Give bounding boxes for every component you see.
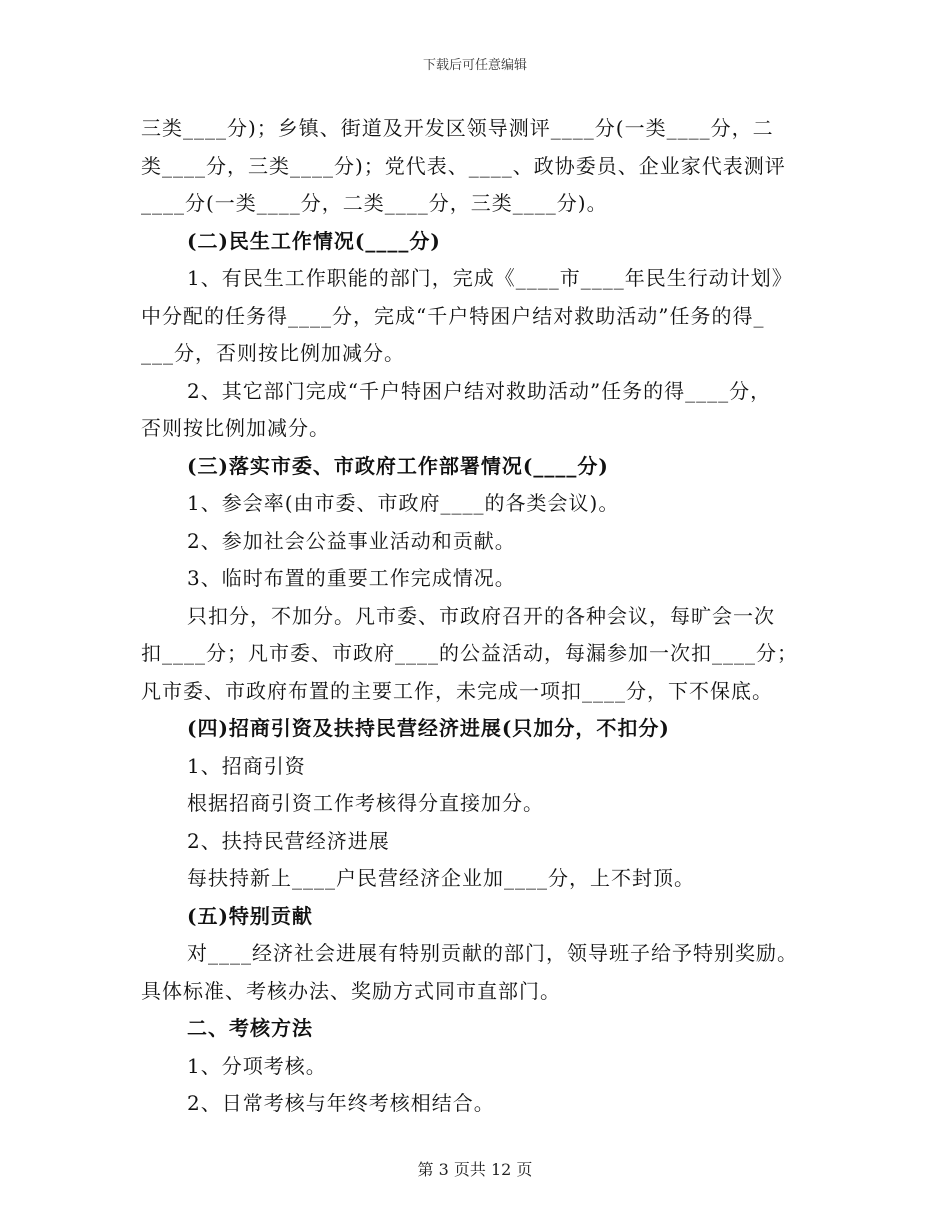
paragraph-line: 扣____分；凡市委、市政府____的公益活动，每漏参加一次扣____分；	[141, 641, 798, 665]
paragraph-line: 只扣分，不加分。凡市委、市政府召开的各种会议，每旷会一次	[187, 603, 775, 628]
document-body	[141, 110, 813, 1123]
paragraph-line: 凡市委、市政府布置的主要工作，未完成一项扣____分，下不保底。	[141, 678, 773, 703]
paragraph-line: 中分配的任务得____分，完成“千户特困户结对救助活动”任务的得_	[141, 303, 765, 328]
paragraph-line: 三类____分)；乡镇、街道及开发区领导测评____分(一类____分，二	[141, 116, 774, 140]
paragraph-line: 根据招商引资工作考核得分直接加分。	[187, 791, 544, 815]
paragraph-line: 类____分，三类____分)；党代表、____、政协委员、企业家代表测评	[141, 153, 786, 178]
section-heading: (二)民生工作情况(____分)	[187, 228, 441, 253]
paragraph-line: 1、分项考核。	[187, 1053, 327, 1078]
paragraph-line: 1、参会率(由市委、市政府____的各类会议)。	[187, 491, 620, 515]
paragraph-line: 1、招商引资	[187, 753, 306, 778]
paragraph-line: 2、其它部门完成“千户特困户结对救助活动”任务的得____分，	[187, 378, 772, 403]
paragraph-line: ___分，否则按比例加减分。	[141, 341, 405, 365]
paragraph-line: 2、扶持民营经济进展	[187, 828, 390, 853]
paragraph-line: 2、日常考核与年终考核相结合。	[187, 1091, 495, 1115]
section-heading: (三)落实市委、市政府工作部署情况(____分)	[187, 453, 609, 478]
paragraph-line: 对____经济社会进展有特别贡献的部门，领导班子给予特别奖励。	[187, 941, 798, 965]
section-heading: (五)特别贡献	[187, 903, 313, 928]
paragraph-line: 否则按比例加减分。	[141, 416, 330, 440]
section-heading: (四)招商引资及扶持民营经济进展(只加分，不扣分)	[187, 716, 670, 740]
paragraph-line: 1、有民生工作职能的部门，完成《____市____年民生行动计划》	[187, 266, 793, 290]
page-header: 下载后可任意编辑	[422, 58, 527, 73]
page-footer: 第 3 页共 12 页	[417, 1160, 533, 1179]
paragraph-line: 3、临时布置的重要工作完成情况。	[187, 566, 516, 590]
section-heading: 二、考核方法	[187, 1016, 313, 1040]
paragraph-line: 具体标准、考核办法、奖励方式同市直部门。	[141, 978, 561, 1003]
paragraph-line: ____分(一类____分，二类____分，三类____分)。	[141, 191, 608, 215]
paragraph-line: 2、参加社会公益事业活动和贡献。	[187, 528, 516, 553]
paragraph-line: 每扶持新上____户民营经济企业加____分，上不封顶。	[187, 866, 695, 890]
